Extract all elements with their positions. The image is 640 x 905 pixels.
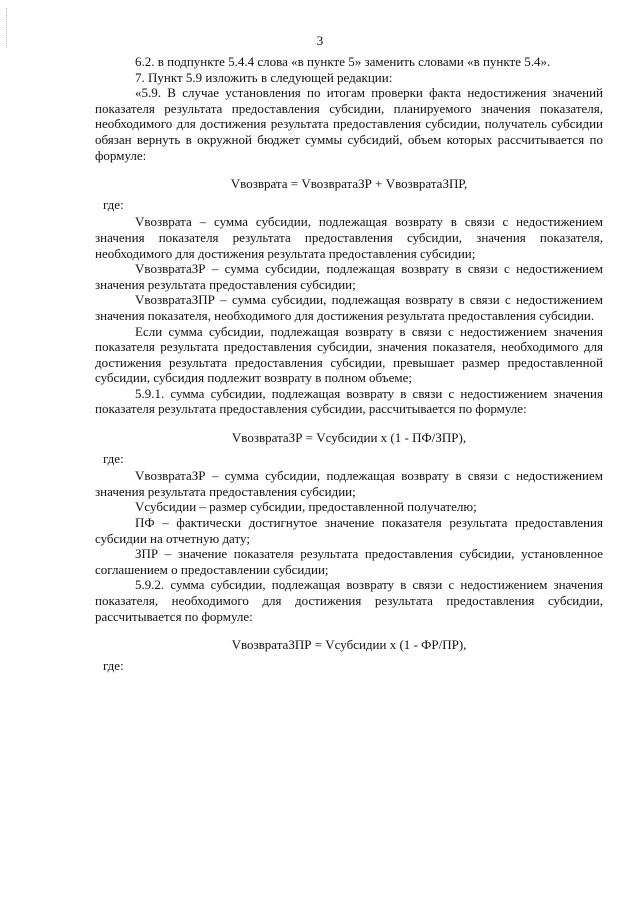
paragraph-7: 7. Пункт 5.9 изложить в следующей редакции: (135, 69, 393, 85)
paragraph-5-9: «5.9. В случае установления по итогам проверки факта недостижения значений показателя результата предоставления субсидии, планируемого значения показателя, необходимого для достижения результата предоставления субсидии, получатель субсидии обязан вернуть в окружной бюджет суммы субсидий, объем которых рассчитывается по формуле: (95, 85, 603, 163)
definition-v-vozvrata-zr: VвозвратаЗР – сумма субсидии, подлежащая возврату в связи с недостижением значения результата предоставления субсидии; (95, 261, 603, 292)
definition-v-vozvrata-zpr: VвозвратаЗПР – сумма субсидии, подлежащая возврату в связи с недостижением значения показателя, необходимого для достижения результата предоставления субсидии. (95, 292, 603, 323)
definition-v-vozvrata: Vвозврата – сумма субсидии, подлежащая возврату в связи с недостижением значения показателя результата предоставления субсидии, значения показателя, необходимого для достижения результата предоставления субсидии; (95, 214, 603, 261)
document-body (95, 54, 603, 675)
formula-v-vozvrata-zr: VвозвратаЗР = Vсубсидии x (1 - ПФ/ЗПР), (231, 430, 467, 446)
definition-v-subsidii: Vсубсидии – размер субсидии, предоставленной получателю; (135, 499, 477, 515)
formula-v-vozvrata-zpr: VвозвратаЗПР = Vсубсидии x (1 - ФР/ПР), (231, 637, 467, 653)
paragraph-5-9-2: 5.9.2. сумма субсидии, подлежащая возврату в связи с недостижением значения показателя, необходимого для достижения результата предоставления субсидии, рассчитывается по формуле: (95, 577, 603, 624)
definition-zpr: ЗПР – значение показателя результата предоставления субсидии, установленное соглашением о предоставлении субсидии; (95, 546, 603, 577)
page-number: 3 (316, 33, 324, 48)
paragraph-full-refund: Если сумма субсидии, подлежащая возврату в связи с недостижением значения показателя результата предоставления субсидии, значения показателя, необходимого для достижения результата предоставления субсидии, превышает размер предоставленной субсидии, субсидия подлежит возврату в полном объеме; (95, 323, 603, 386)
where-label: где: (103, 196, 124, 212)
paragraph-6-2: 6.2. в подпункте 5.4.4 слова «в пункте 5» заменить словами «в пункте 5.4». (135, 54, 551, 69)
where-label: где: (103, 450, 124, 466)
where-label: где: (103, 657, 124, 673)
definition-v-vozvrata-zr: VвозвратаЗР – сумма субсидии, подлежащая возврату в связи с недостижением значения результата предоставления субсидии; (95, 468, 603, 499)
formula-v-vozvrata: Vвозврата = VвозвратаЗР + VвозвратаЗПР, (230, 176, 468, 192)
paragraph-5-9-1: 5.9.1. сумма субсидии, подлежащая возврату в связи с недостижением значения показателя результата предоставления субсидии, рассчитывается по формуле: (95, 385, 603, 417)
definition-pf: ПФ – фактически достигнутое значение показателя результата предоставления субсидии на отчетную дату; (95, 515, 603, 546)
